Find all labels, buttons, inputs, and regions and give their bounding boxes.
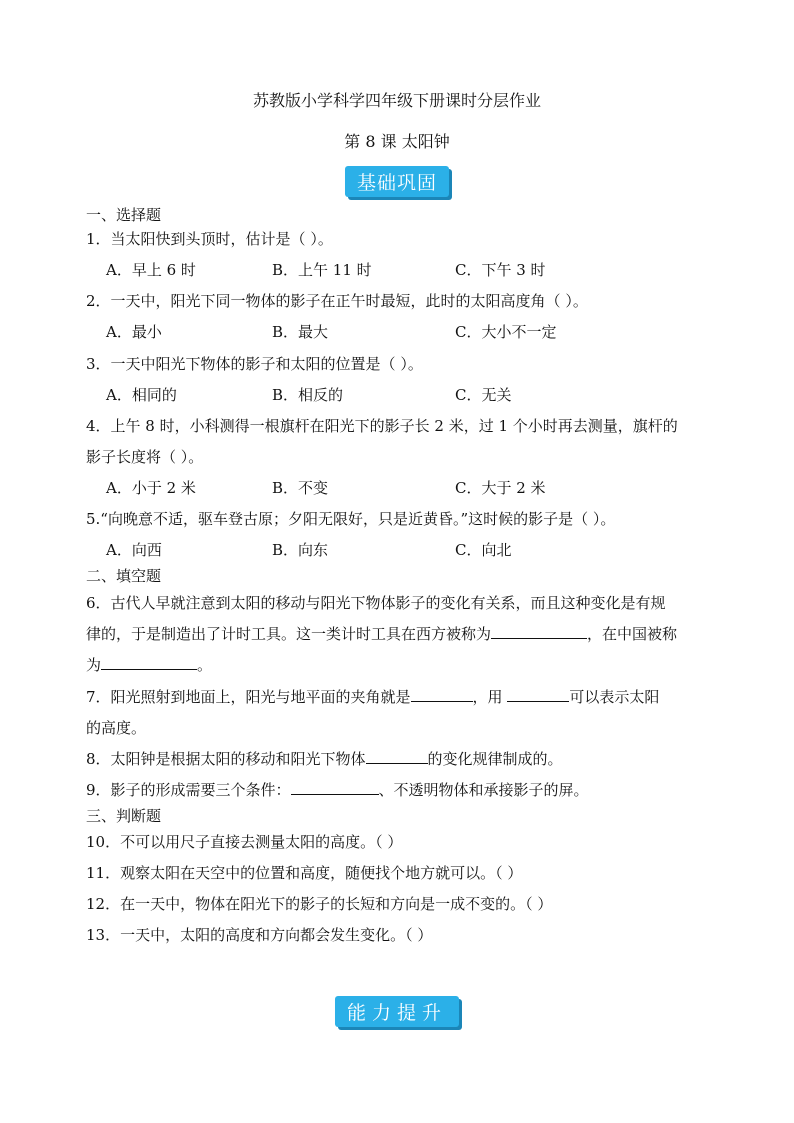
question-2-option-a: A．最小: [106, 323, 162, 341]
question-8-text-b: 的变化规律制成的。: [427, 750, 563, 768]
question-6-text-b: ，在中国被称: [587, 625, 678, 643]
question-5-stem: 5.“向晚意不适，驱车登古原；夕阳无限好，只是近黄昏。”这时候的影子是（ ）。: [86, 510, 616, 528]
judge-section-heading: 三、判断题: [86, 807, 162, 825]
question-4-stem-line-1: 4．上午 8 时，小科测得一根旗杆在阳光下的影子长 2 米，过 1 个小时再去测量，旗杆的: [86, 417, 678, 435]
question-9-text-b: 、不透明物体和承接影子的屏。: [378, 781, 589, 799]
question-1-option-c: C．下午 3 时: [455, 261, 546, 279]
question-7-blank-2[interactable]: [507, 687, 569, 702]
question-9-text-a: 9．影子的形成需要三个条件：: [86, 781, 291, 799]
question-6-blank-1[interactable]: [491, 624, 587, 639]
document-title: 苏教版小学科学四年级下册课时分层作业: [252, 91, 541, 110]
question-3-option-b: B．相反的: [272, 386, 344, 404]
lesson-title: 第 8 课 太阳钟: [344, 132, 450, 151]
question-6-line-2: [86, 624, 677, 644]
question-6-text-a: 律的，于是制造出了计时工具。这一类计时工具在西方被称为: [86, 625, 492, 643]
question-6-text-c: 为: [86, 656, 102, 674]
question-8-blank[interactable]: [366, 749, 428, 764]
fill-section-heading: 二、填空题: [86, 567, 162, 585]
question-2-option-b: B．最大: [272, 323, 329, 341]
question-7-line-2: 的高度。: [86, 719, 147, 737]
question-9-blank[interactable]: [291, 780, 379, 795]
question-7-blank-1[interactable]: [411, 687, 473, 702]
question-5-option-c: C．向北: [455, 541, 512, 559]
question-4-option-c: C．大于 2 米: [455, 479, 546, 497]
question-5-option-a: A．向西: [106, 541, 162, 559]
question-8-text-a: 8．太阳钟是根据太阳的移动和阳光下物体: [86, 750, 366, 768]
question-3-option-c: C．无关: [455, 386, 512, 404]
question-13: 13．一天中，太阳的高度和方向都会发生变化。（ ）: [86, 926, 433, 944]
question-2-stem: 2．一天中，阳光下同一物体的影子在正午时最短，此时的太阳高度角（ ）。: [86, 292, 588, 310]
question-9: [86, 780, 589, 800]
question-6-blank-2[interactable]: [101, 655, 197, 670]
question-11: 11．观察太阳在天空中的位置和高度，随便找个地方就可以。（ ）: [86, 864, 523, 882]
question-6-line-3: [86, 655, 212, 675]
choice-section-heading: 一、选择题: [86, 206, 162, 224]
question-10: 10．不可以用尺子直接去测量太阳的高度。（ ）: [86, 833, 403, 851]
question-7-text-b: ，用: [472, 688, 508, 706]
question-4-stem-line-2: 影子长度将（ ）。: [86, 448, 204, 466]
question-6-text-d: 。: [197, 656, 213, 674]
question-2-option-c: C．大小不一定: [455, 323, 557, 341]
question-7-text-c: 可以表示太阳: [569, 688, 660, 706]
question-8: [86, 749, 563, 769]
question-7-text-a: 7．阳光照射到地面上，阳光与地平面的夹角就是: [86, 688, 411, 706]
question-12: 12．在一天中，物体在阳光下的影子的长短和方向是一成不变的。（ ）: [86, 895, 553, 913]
question-1-option-a: A．早上 6 时: [106, 261, 196, 279]
question-1-stem: 1．当太阳快到头顶时，估计是（ ）。: [86, 230, 333, 248]
question-3-stem: 3．一天中阳光下物体的影子和太阳的位置是（ ）。: [86, 355, 423, 373]
question-6-line-1: 6．古代人早就注意到太阳的移动与阳光下物体影子的变化有关系，而且这种变化是有规: [86, 594, 666, 612]
question-5-option-b: B．向东: [272, 541, 329, 559]
question-7-line-1: [86, 687, 659, 707]
question-4-option-b: B．不变: [272, 479, 329, 497]
question-4-option-a: A．小于 2 米: [106, 479, 196, 497]
question-1-option-b: B．上午 11 时: [272, 261, 372, 279]
question-3-option-a: A．相同的: [106, 386, 177, 404]
basic-section-banner: 基础巩固: [345, 166, 449, 197]
advanced-section-banner: 能力提升: [335, 996, 459, 1027]
